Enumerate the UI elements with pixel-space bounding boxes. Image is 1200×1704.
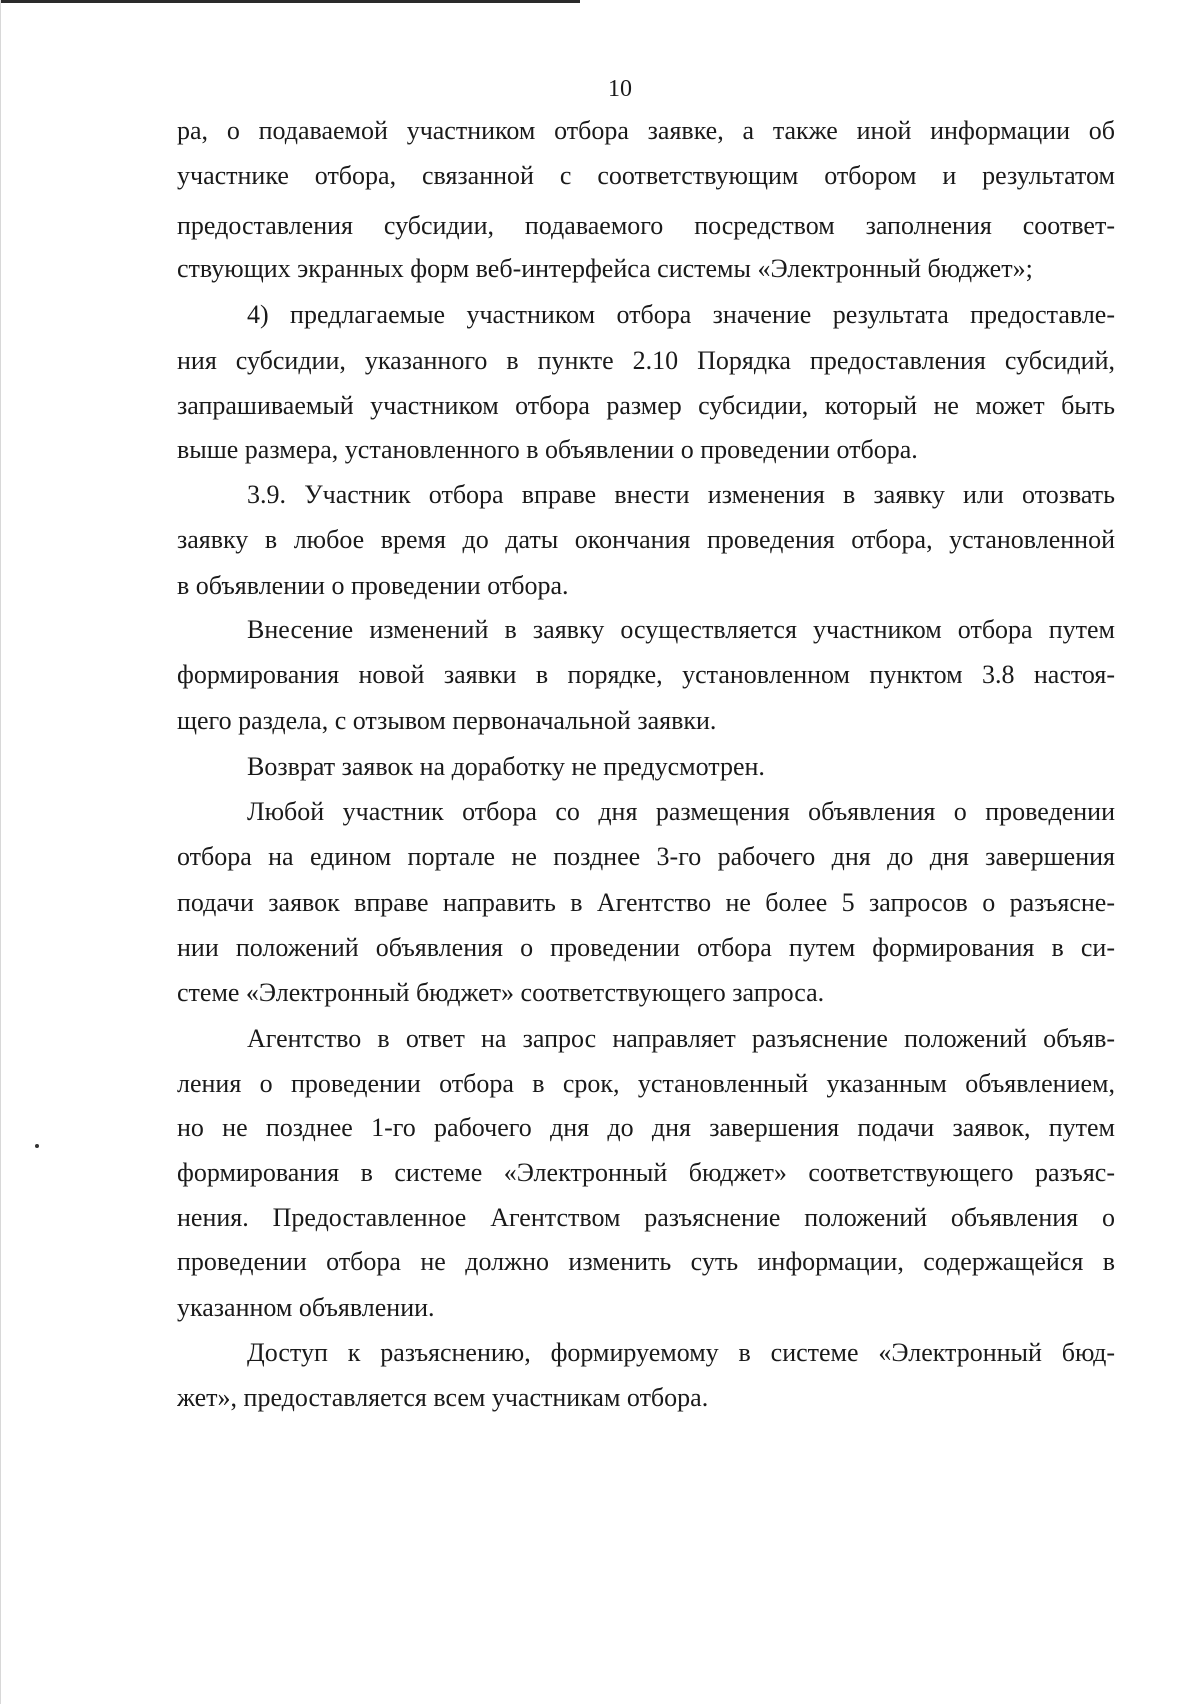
- scan-edge: [0, 0, 1, 1704]
- text-line: ния субсидии, указанного в пункте 2.10 Порядка предоставления субсидий,: [177, 346, 1115, 375]
- text-line: ления о проведении отбора в срок, установленный указанным объявлением,: [177, 1069, 1115, 1098]
- text-line: запрашиваемый участником отбора размер субсидии, который не может быть: [177, 391, 1115, 420]
- text-line: нения. Предоставленное Агентством разъяснение положений объявления о: [177, 1203, 1115, 1232]
- text-line: Внесение изменений в заявку осуществляется участником отбора путем: [247, 615, 1115, 644]
- text-line: 4) предлагаемые участником отбора значение результата предоставле-: [247, 300, 1115, 329]
- text-line: указанном объявлении.: [177, 1293, 435, 1322]
- text-line: подачи заявок вправе направить в Агентство не более 5 запросов о разъясне-: [177, 888, 1115, 917]
- text-line: отбора на едином портале не позднее 3-го рабочего дня до дня завершения: [177, 842, 1115, 871]
- text-line: Доступ к разъяснению, формируемому в системе «Электронный бюд-: [247, 1338, 1115, 1367]
- text-line: проведении отбора не должно изменить суть информации, содержащейся в: [177, 1247, 1115, 1276]
- text-line: щего раздела, с отзывом первоначальной заявки.: [177, 706, 717, 735]
- text-line: предоставления субсидии, подаваемого посредством заполнения соответ-: [177, 211, 1115, 240]
- text-line: Возврат заявок на доработку не предусмотрен.: [247, 752, 765, 781]
- top-rule: [0, 0, 580, 3]
- text-line: стеме «Электронный бюджет» соответствующего запроса.: [177, 978, 825, 1007]
- text-line: в объявлении о проведении отбора.: [177, 571, 569, 600]
- page-number: 10: [608, 76, 632, 102]
- text-line: но не позднее 1-го рабочего дня до дня завершения подачи заявок, путем: [177, 1113, 1115, 1142]
- text-line: Любой участник отбора со дня размещения объявления о проведении: [247, 797, 1115, 826]
- text-line: ра, о подаваемой участником отбора заявке, а также иной информации об: [177, 116, 1115, 145]
- text-line: участнике отбора, связанной с соответствующим отбором и результатом: [177, 161, 1115, 190]
- text-line: 3.9. Участник отбора вправе внести изменения в заявку или отозвать: [247, 480, 1115, 509]
- text-line: жет», предоставляется всем участникам отбора.: [177, 1383, 709, 1412]
- text-line: формирования в системе «Электронный бюджет» соответствующего разъяс-: [177, 1158, 1115, 1187]
- text-line: ствующих экранных форм веб-интерфейса системы «Электронный бюджет»;: [177, 254, 1033, 283]
- scan-speck: [35, 1144, 39, 1148]
- text-line: нии положений объявления о проведении отбора путем формирования в си-: [177, 933, 1115, 962]
- text-line: Агентство в ответ на запрос направляет разъяснение положений объяв-: [247, 1024, 1115, 1053]
- text-line: формирования новой заявки в порядке, установленном пунктом 3.8 настоя-: [177, 660, 1115, 689]
- text-line: выше размера, установленного в объявлении о проведении отбора.: [177, 435, 918, 464]
- text-line: заявку в любое время до даты окончания проведения отбора, установленной: [177, 525, 1115, 554]
